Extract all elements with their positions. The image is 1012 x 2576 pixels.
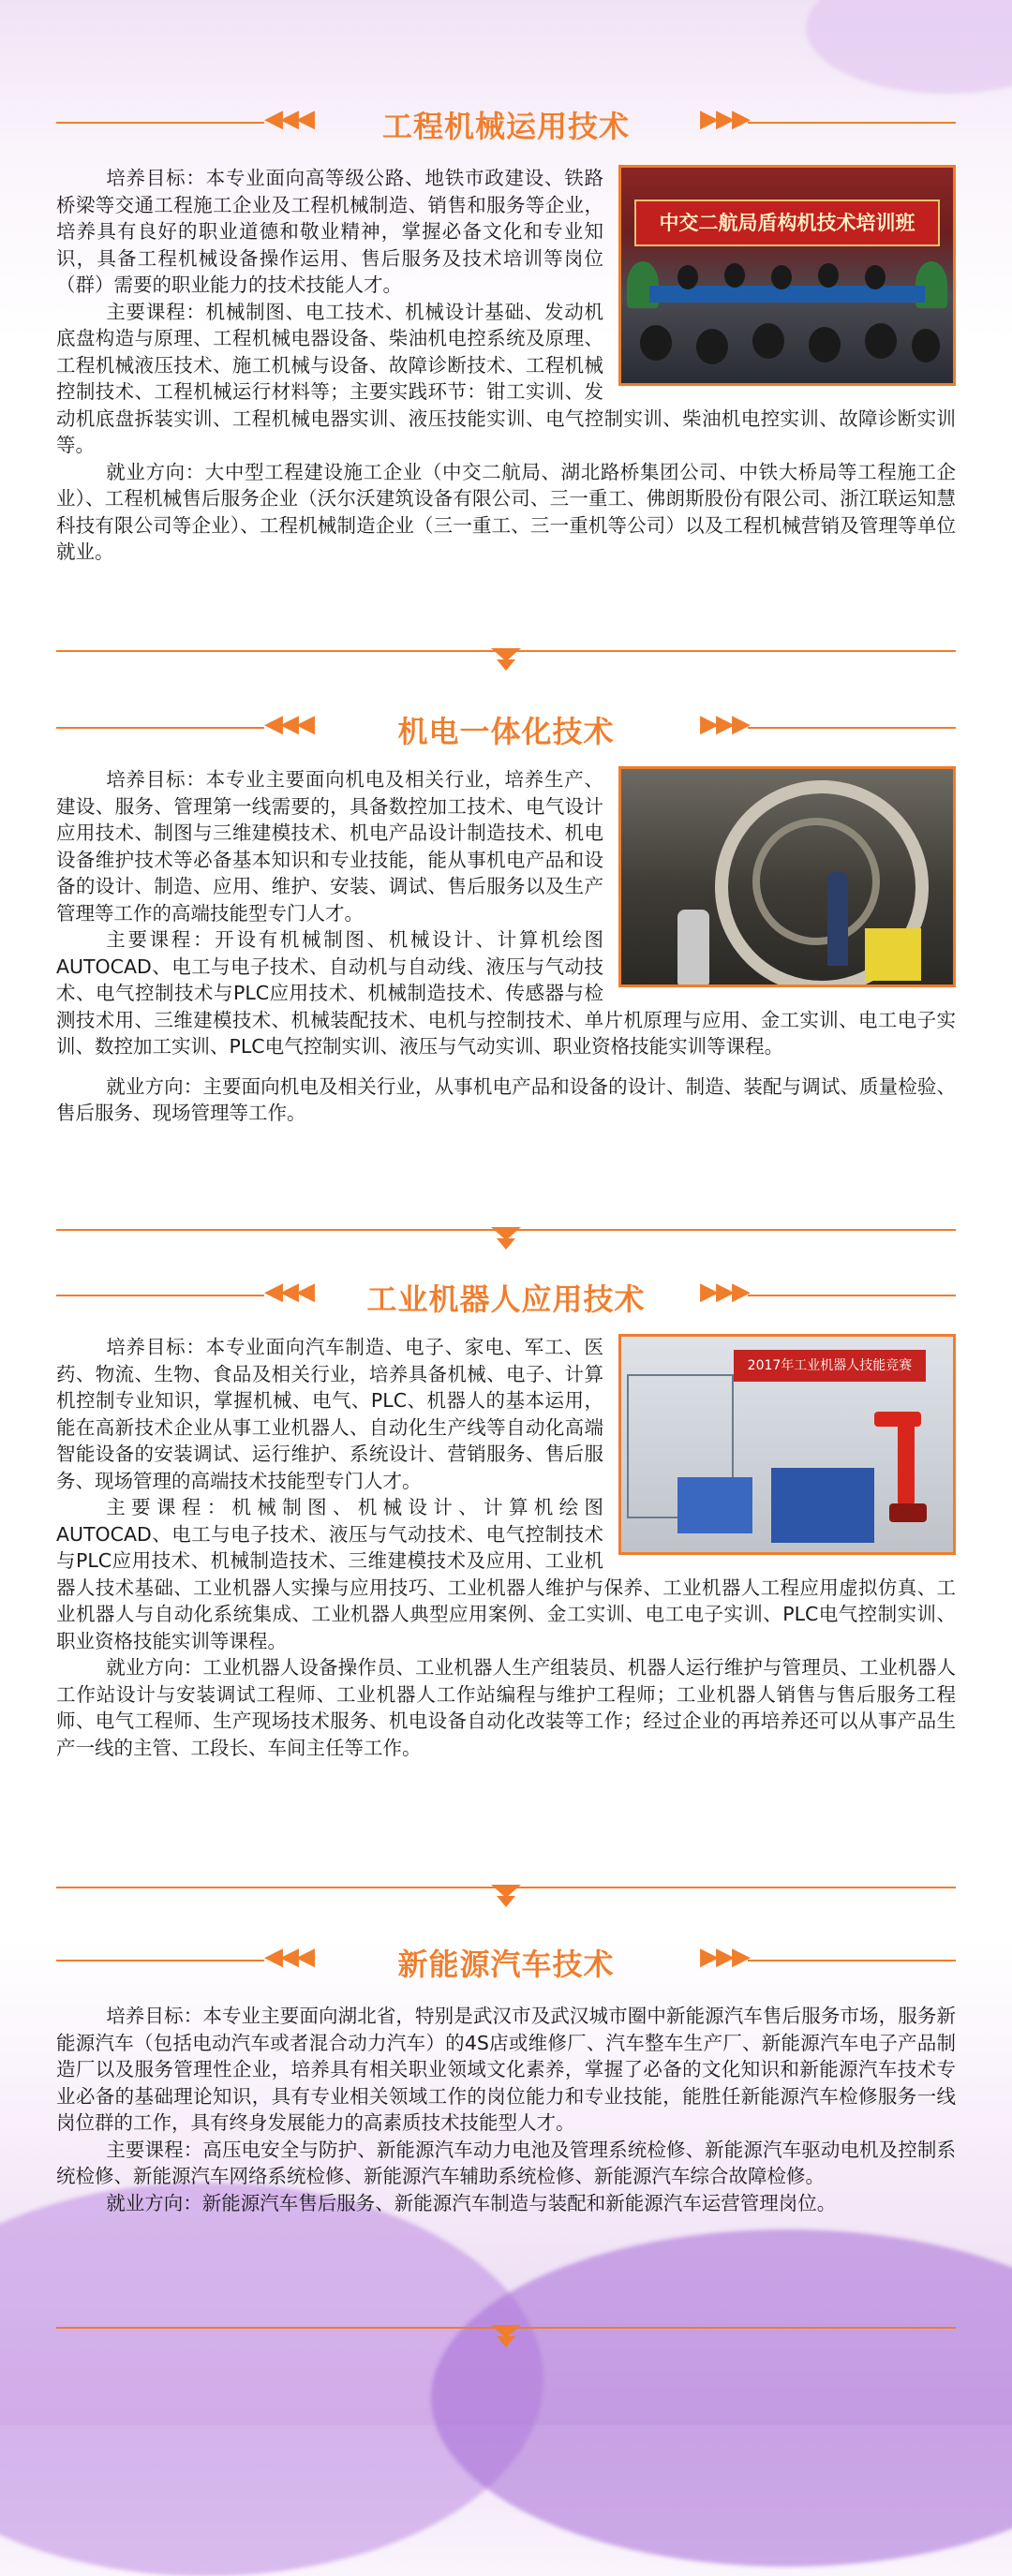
engine-workshop-photo bbox=[618, 766, 956, 987]
title-line-right bbox=[748, 727, 956, 729]
engine-core bbox=[752, 818, 880, 945]
arrows-right-icon: ▶▶▶ bbox=[700, 710, 748, 738]
chevron-down-icon bbox=[489, 1223, 523, 1251]
decor-blob bbox=[431, 2229, 1012, 2567]
career-direction: 就业方向：新能源汽车售后服务、新能源汽车制造与装配和新能源汽车运营管理岗位。 bbox=[106, 2191, 837, 2214]
training-goal: 培养目标：本专业主要面向湖北省，特别是武汉市及武汉城市圈中新能源汽车售后服务市场，服务新能源汽车（包括电动汽车或者混合动力汽车）的4S店或维修厂、汽车整车生产厂、新能源汽车电子产品制造厂以及服务管理性企业，培养具有相关职业领域文化素养，掌握了必备的文化知识和新能源汽车技术专业必备的基础理论知识，具有专业相关领域工作的岗位能力和专业技能，能胜任新能源汽车检修服务一线岗位群的工作，具有终身发展能力的高素质技术技能型人才。 bbox=[56, 2005, 956, 2134]
chevron-down-icon bbox=[489, 2321, 523, 2349]
section-title-row bbox=[56, 703, 956, 753]
title-line-right bbox=[748, 1960, 956, 1962]
arrows-left-icon: ◀◀◀ bbox=[264, 710, 312, 738]
section-divider bbox=[56, 1881, 956, 1909]
section-divider bbox=[56, 2321, 956, 2349]
title-line-right bbox=[748, 122, 956, 124]
arrows-left-icon: ◀◀◀ bbox=[264, 105, 312, 133]
chevron-down-icon bbox=[489, 1881, 523, 1909]
section-industrial-robot bbox=[56, 1270, 956, 1761]
training-goal: 培养目标：本专业主要面向机电及相关行业，培养生产、建设、服务、管理第一线需要的，具备数控加工技术、电气设计应用技术、制图与三维建模技术、机电产品设计制造技术、机电设备维护技术等必备基本知识和专业技能，能从事机电产品和设备的设计、制造、应用、维护、安装、调试、售后服务以及生产管理等工作的高端技能型专门人才。 bbox=[56, 768, 603, 925]
section-title-row bbox=[56, 1270, 956, 1321]
decor-blob bbox=[806, 0, 1012, 94]
robot-arm bbox=[898, 1421, 915, 1505]
arrows-right-icon: ▶▶▶ bbox=[700, 105, 748, 133]
section-divider bbox=[56, 1223, 956, 1251]
section-body bbox=[56, 766, 956, 1127]
yellow-stand bbox=[865, 928, 921, 981]
section-divider bbox=[56, 644, 956, 673]
arrows-left-icon: ◀◀◀ bbox=[264, 1278, 312, 1306]
section-title: 工程机械运用技术 bbox=[381, 109, 630, 144]
career-direction: 就业方向：大中型工程建设施工企业（中交二航局、湖北路桥集团公司、中铁大桥局等工程施工企业）、工程机械售后服务企业（沃尔沃建筑设备有限公司、三一重工、佛朗斯股份有限公司、浙江联运知慧科技有限公司等企业）、工程机械制造企业（三一重工、三一重机等公司）以及工程机械营销及管理等单位就业。 bbox=[56, 460, 956, 563]
chevron-down-icon bbox=[489, 644, 523, 673]
career-direction: 就业方向：主要面向机电及相关行业，从事机电产品和设备的设计、制造、装配与调试、质量检验、售后服务、现场管理等工作。 bbox=[56, 1074, 956, 1124]
training-goal: 培养目标：本专业面向汽车制造、电子、家电、军工、医药、物流、生物、食品及相关行业，培养具备机械、电子、计算机控制专业知识，掌握机械、电气、PLC、机器人的基本运用，能在高新技术企业从事工业机器人、自动化生产线等自动化高端智能设备的安装调试、运行维护、系统设计、营销服务、售后服务、现场管理的高端技术技能型专门人才。 bbox=[56, 1336, 603, 1492]
section-title: 机电一体化技术 bbox=[397, 714, 615, 749]
section-body bbox=[56, 165, 956, 566]
section-mechatronics bbox=[56, 703, 956, 1127]
worker bbox=[677, 910, 709, 985]
robot-lab-photo bbox=[618, 1334, 956, 1555]
title-line-right bbox=[748, 1295, 956, 1296]
training-goal: 培养目标：本专业面向高等级公路、地铁市政建设、铁路桥梁等交通工程施工企业及工程机械制造、销售和服务等企业，培养具有良好的职业道德和敬业精神，掌握必备文化和专业知识，具备工程机械设备操作运用、售后服务及技术培训等岗位（群）需要的职业能力的技术技能人才。 bbox=[56, 167, 603, 296]
section-title: 新能源汽车技术 bbox=[397, 1947, 615, 1982]
section-title-row bbox=[56, 1935, 956, 1986]
section-body bbox=[56, 1334, 956, 1761]
section-title-row bbox=[56, 97, 956, 148]
section-title: 工业机器人应用技术 bbox=[366, 1281, 646, 1317]
robot-arm bbox=[874, 1412, 921, 1427]
main-courses: 主要课程：开设有机械制图、机械设计、计算机绘图AUTOCAD、电工与电子技术、自动机与自动线、液压与气动技术、电气控制技术与PLC应用技术、机械制造技术、传感器与检测技术用、三维建模技术、机械装配技术、电机与控制技术、单片机原理与应用、金工实训、电工电子实训、数控加工实训、PLC电气控制实训、液压与气动实训、职业资格技能实训等课程。 bbox=[56, 928, 956, 1058]
section-body bbox=[56, 2003, 956, 2216]
main-courses: 主要课程：机械制图、电工技术、机械设计基础、发动机底盘构造与原理、工程机械电器设备、柴油机电控系统及原理、工程机械液压技术、施工机械与设备、故障诊断技术、工程机械控制技术、工程机械运行材料等；主要实践环节：钳工实训、发动机底盘拆装实训、工程机械电器实训、液压技能实训、电气控制实训、柴油机电控实训、故障诊断实训等。 bbox=[56, 300, 956, 456]
photo-banner: 中交二航局盾构机技术培训班 bbox=[634, 200, 940, 246]
section-new-energy-vehicle bbox=[56, 1935, 956, 2216]
robot-base bbox=[889, 1503, 927, 1522]
competition-banner: 2017年工业机器人技能竞赛 bbox=[734, 1350, 926, 1382]
arrows-left-icon: ◀◀◀ bbox=[264, 1943, 312, 1971]
section-engineering-machinery bbox=[56, 97, 956, 566]
main-courses: 主要课程：机械制图、机械设计、计算机绘图AUTOCAD、电工与电子技术、液压与气动技术、电气控制技术与PLC应用技术、机械制造技术、三维建模技术及应用、工业机器人技术基础、工业机器人实操与应用技巧、工业机器人维护与保养、工业机器人工程应用虚拟仿真、工业机器人与自动化系统集成、工业机器人典型应用案例、金工实训、电工电子实训、PLC电气控制实训、职业资格技能实训等课程。 bbox=[56, 1496, 956, 1652]
worker bbox=[827, 872, 848, 966]
main-courses: 主要课程：高压电安全与防护、新能源汽车动力电池及管理系统检修、新能源汽车驱动电机及控制系统检修、新能源汽车网络系统检修、新能源汽车辅助系统检修、新能源汽车综合故障检修。 bbox=[56, 2138, 956, 2187]
training-class-photo bbox=[618, 165, 956, 386]
arrows-right-icon: ▶▶▶ bbox=[700, 1278, 748, 1306]
career-direction: 就业方向：工业机器人设备操作员、工业机器人生产组装员、机器人运行维护与管理员、工业机器人工作站设计与安装调试工程师、工业机器人工作站编程与维护工程师；工业机器人销售与售后服务工程师、电气工程师、生产现场技术服务、机电设备自动化改装等工作；经过企业的再培养还可以从事产品生产一线的主管、工段长、车间主任等工作。 bbox=[56, 1656, 956, 1759]
arrows-right-icon: ▶▶▶ bbox=[700, 1943, 748, 1971]
workbench bbox=[771, 1468, 874, 1543]
workbench bbox=[677, 1477, 752, 1533]
